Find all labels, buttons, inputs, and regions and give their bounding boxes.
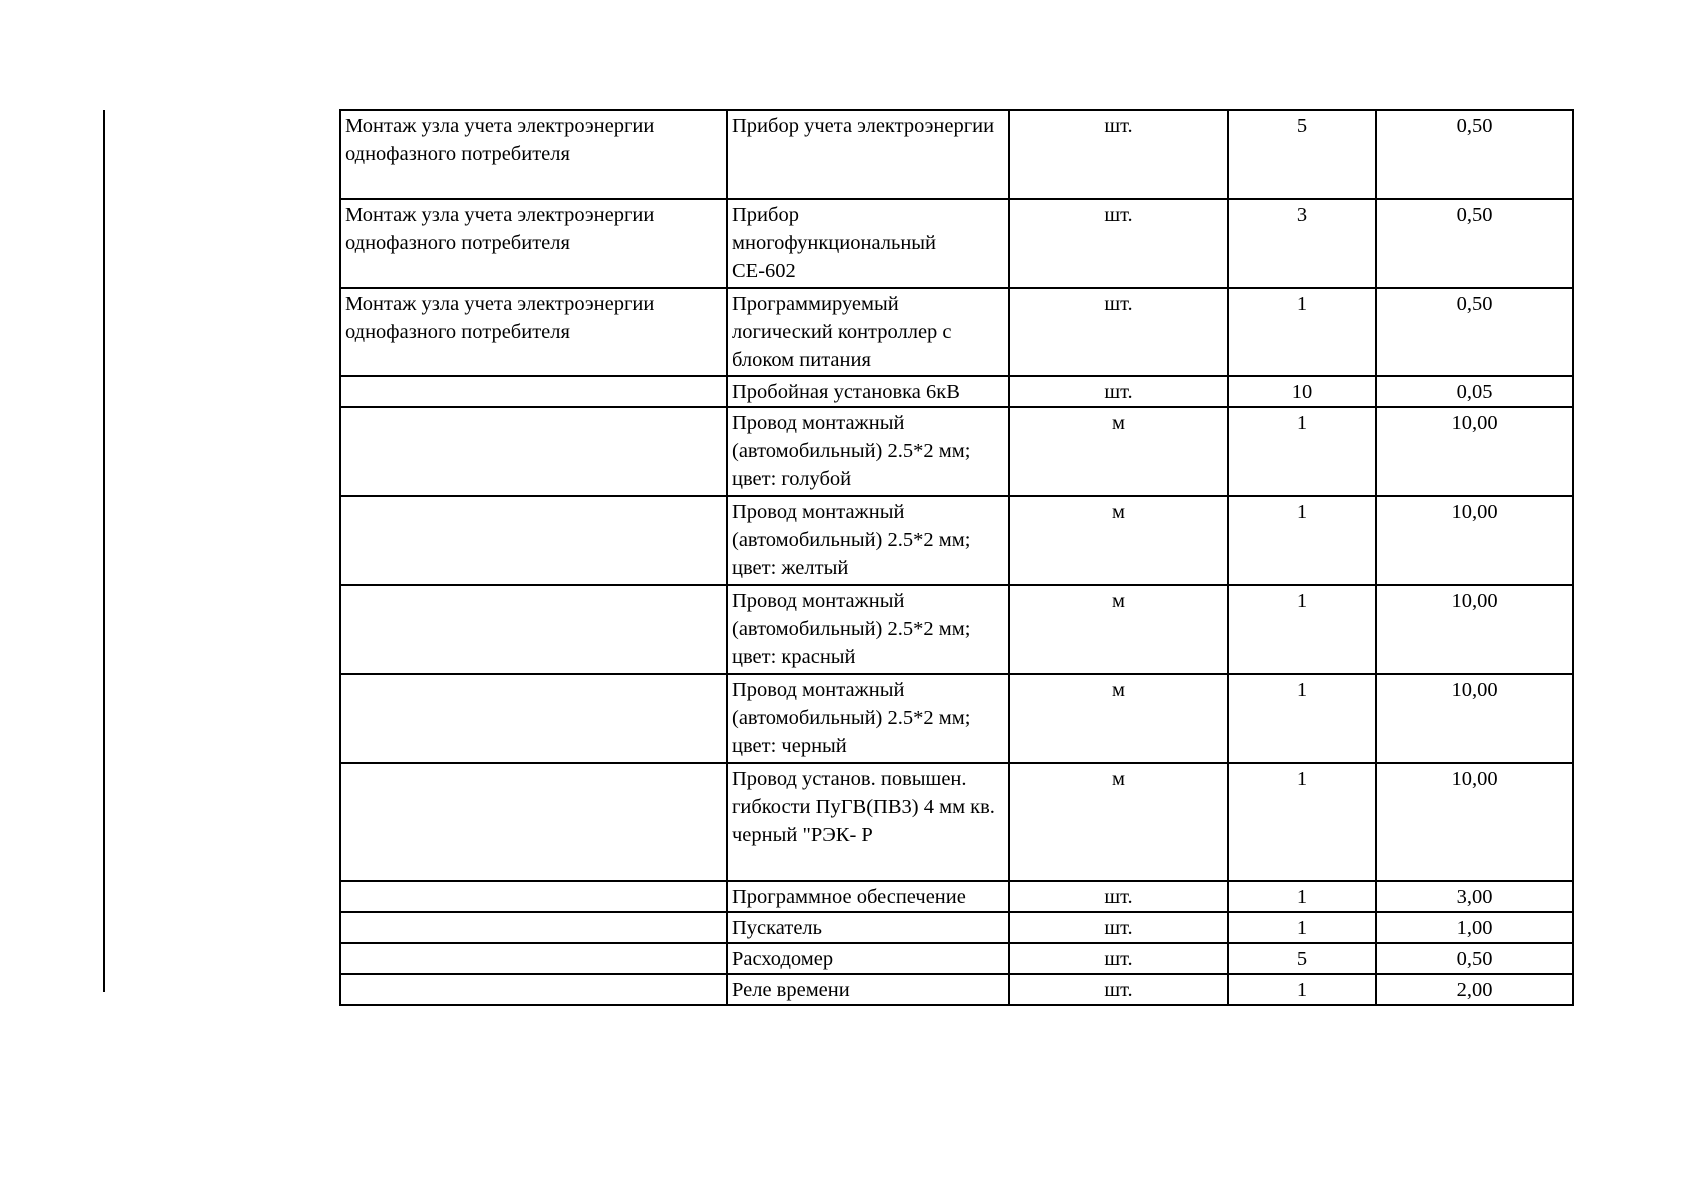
work-cell [340,407,727,496]
work-cell [340,585,727,674]
item-cell: Провод установ. повышен. гибкости ПуГВ(ПВ3) 4 мм кв. черный "РЭК- Р [727,763,1009,881]
table-row [340,407,1573,496]
quantity-cell: 1 [1228,585,1376,674]
table-row [340,199,1573,288]
quantity-cell: 5 [1228,110,1376,199]
value-cell: 2,00 [1376,974,1573,1005]
item-cell: Расходомер [727,943,1009,974]
table-row [340,110,1573,199]
value-cell: 1,00 [1376,912,1573,943]
table-row [340,943,1573,974]
item-cell: Прибор учета электроэнергии [727,110,1009,199]
work-cell [340,881,727,912]
value-cell: 10,00 [1376,674,1573,763]
value-cell: 10,00 [1376,585,1573,674]
item-cell: Программное обеспечение [727,881,1009,912]
table-row [340,288,1573,376]
table-row [340,974,1573,1005]
table-row [340,763,1573,881]
item-cell: Пробойная установка 6кВ [727,376,1009,407]
quantity-cell: 1 [1228,974,1376,1005]
work-cell: Монтаж узла учета электроэнергии однофазного потребителя [340,288,727,376]
item-cell: Прибор многофункциональный СЕ-602 [727,199,1009,288]
unit-cell: шт. [1009,376,1228,407]
item-cell: Программируемый логический контроллер с блоком питания [727,288,1009,376]
quantity-cell: 10 [1228,376,1376,407]
item-cell: Провод монтажный (автомобильный) 2.5*2 мм; цвет: черный [727,674,1009,763]
quantity-cell: 1 [1228,407,1376,496]
unit-cell: м [1009,674,1228,763]
value-cell: 3,00 [1376,881,1573,912]
unit-cell: шт. [1009,881,1228,912]
table-row [340,376,1573,407]
specification-table [339,109,1574,1006]
item-cell: Провод монтажный (автомобильный) 2.5*2 мм; цвет: красный [727,585,1009,674]
work-cell [340,912,727,943]
work-cell [340,496,727,585]
work-cell: Монтаж узла учета электроэнергии однофазного потребителя [340,110,727,199]
unit-cell: м [1009,407,1228,496]
item-cell: Пускатель [727,912,1009,943]
value-cell: 10,00 [1376,496,1573,585]
unit-cell: шт. [1009,288,1228,376]
value-cell: 0,50 [1376,199,1573,288]
value-cell: 10,00 [1376,763,1573,881]
value-cell: 0,50 [1376,943,1573,974]
quantity-cell: 3 [1228,199,1376,288]
work-cell [340,763,727,881]
quantity-cell: 1 [1228,288,1376,376]
table-row [340,912,1573,943]
work-cell [340,943,727,974]
table-row [340,585,1573,674]
value-cell: 0,50 [1376,288,1573,376]
unit-cell: шт. [1009,912,1228,943]
quantity-cell: 1 [1228,674,1376,763]
quantity-cell: 1 [1228,763,1376,881]
work-cell: Монтаж узла учета электроэнергии однофазного потребителя [340,199,727,288]
work-cell [340,674,727,763]
table-row [340,881,1573,912]
table-row [340,496,1573,585]
page-margin-line [103,110,105,992]
quantity-cell: 1 [1228,912,1376,943]
item-cell: Провод монтажный (автомобильный) 2.5*2 мм; цвет: голубой [727,407,1009,496]
work-cell [340,974,727,1005]
unit-cell: м [1009,763,1228,881]
quantity-cell: 1 [1228,881,1376,912]
unit-cell: м [1009,496,1228,585]
value-cell: 0,50 [1376,110,1573,199]
work-cell [340,376,727,407]
unit-cell: шт. [1009,110,1228,199]
item-cell: Реле времени [727,974,1009,1005]
unit-cell: м [1009,585,1228,674]
value-cell: 0,05 [1376,376,1573,407]
value-cell: 10,00 [1376,407,1573,496]
unit-cell: шт. [1009,199,1228,288]
quantity-cell: 5 [1228,943,1376,974]
unit-cell: шт. [1009,943,1228,974]
item-cell: Провод монтажный (автомобильный) 2.5*2 мм; цвет: желтый [727,496,1009,585]
table-row [340,674,1573,763]
unit-cell: шт. [1009,974,1228,1005]
quantity-cell: 1 [1228,496,1376,585]
